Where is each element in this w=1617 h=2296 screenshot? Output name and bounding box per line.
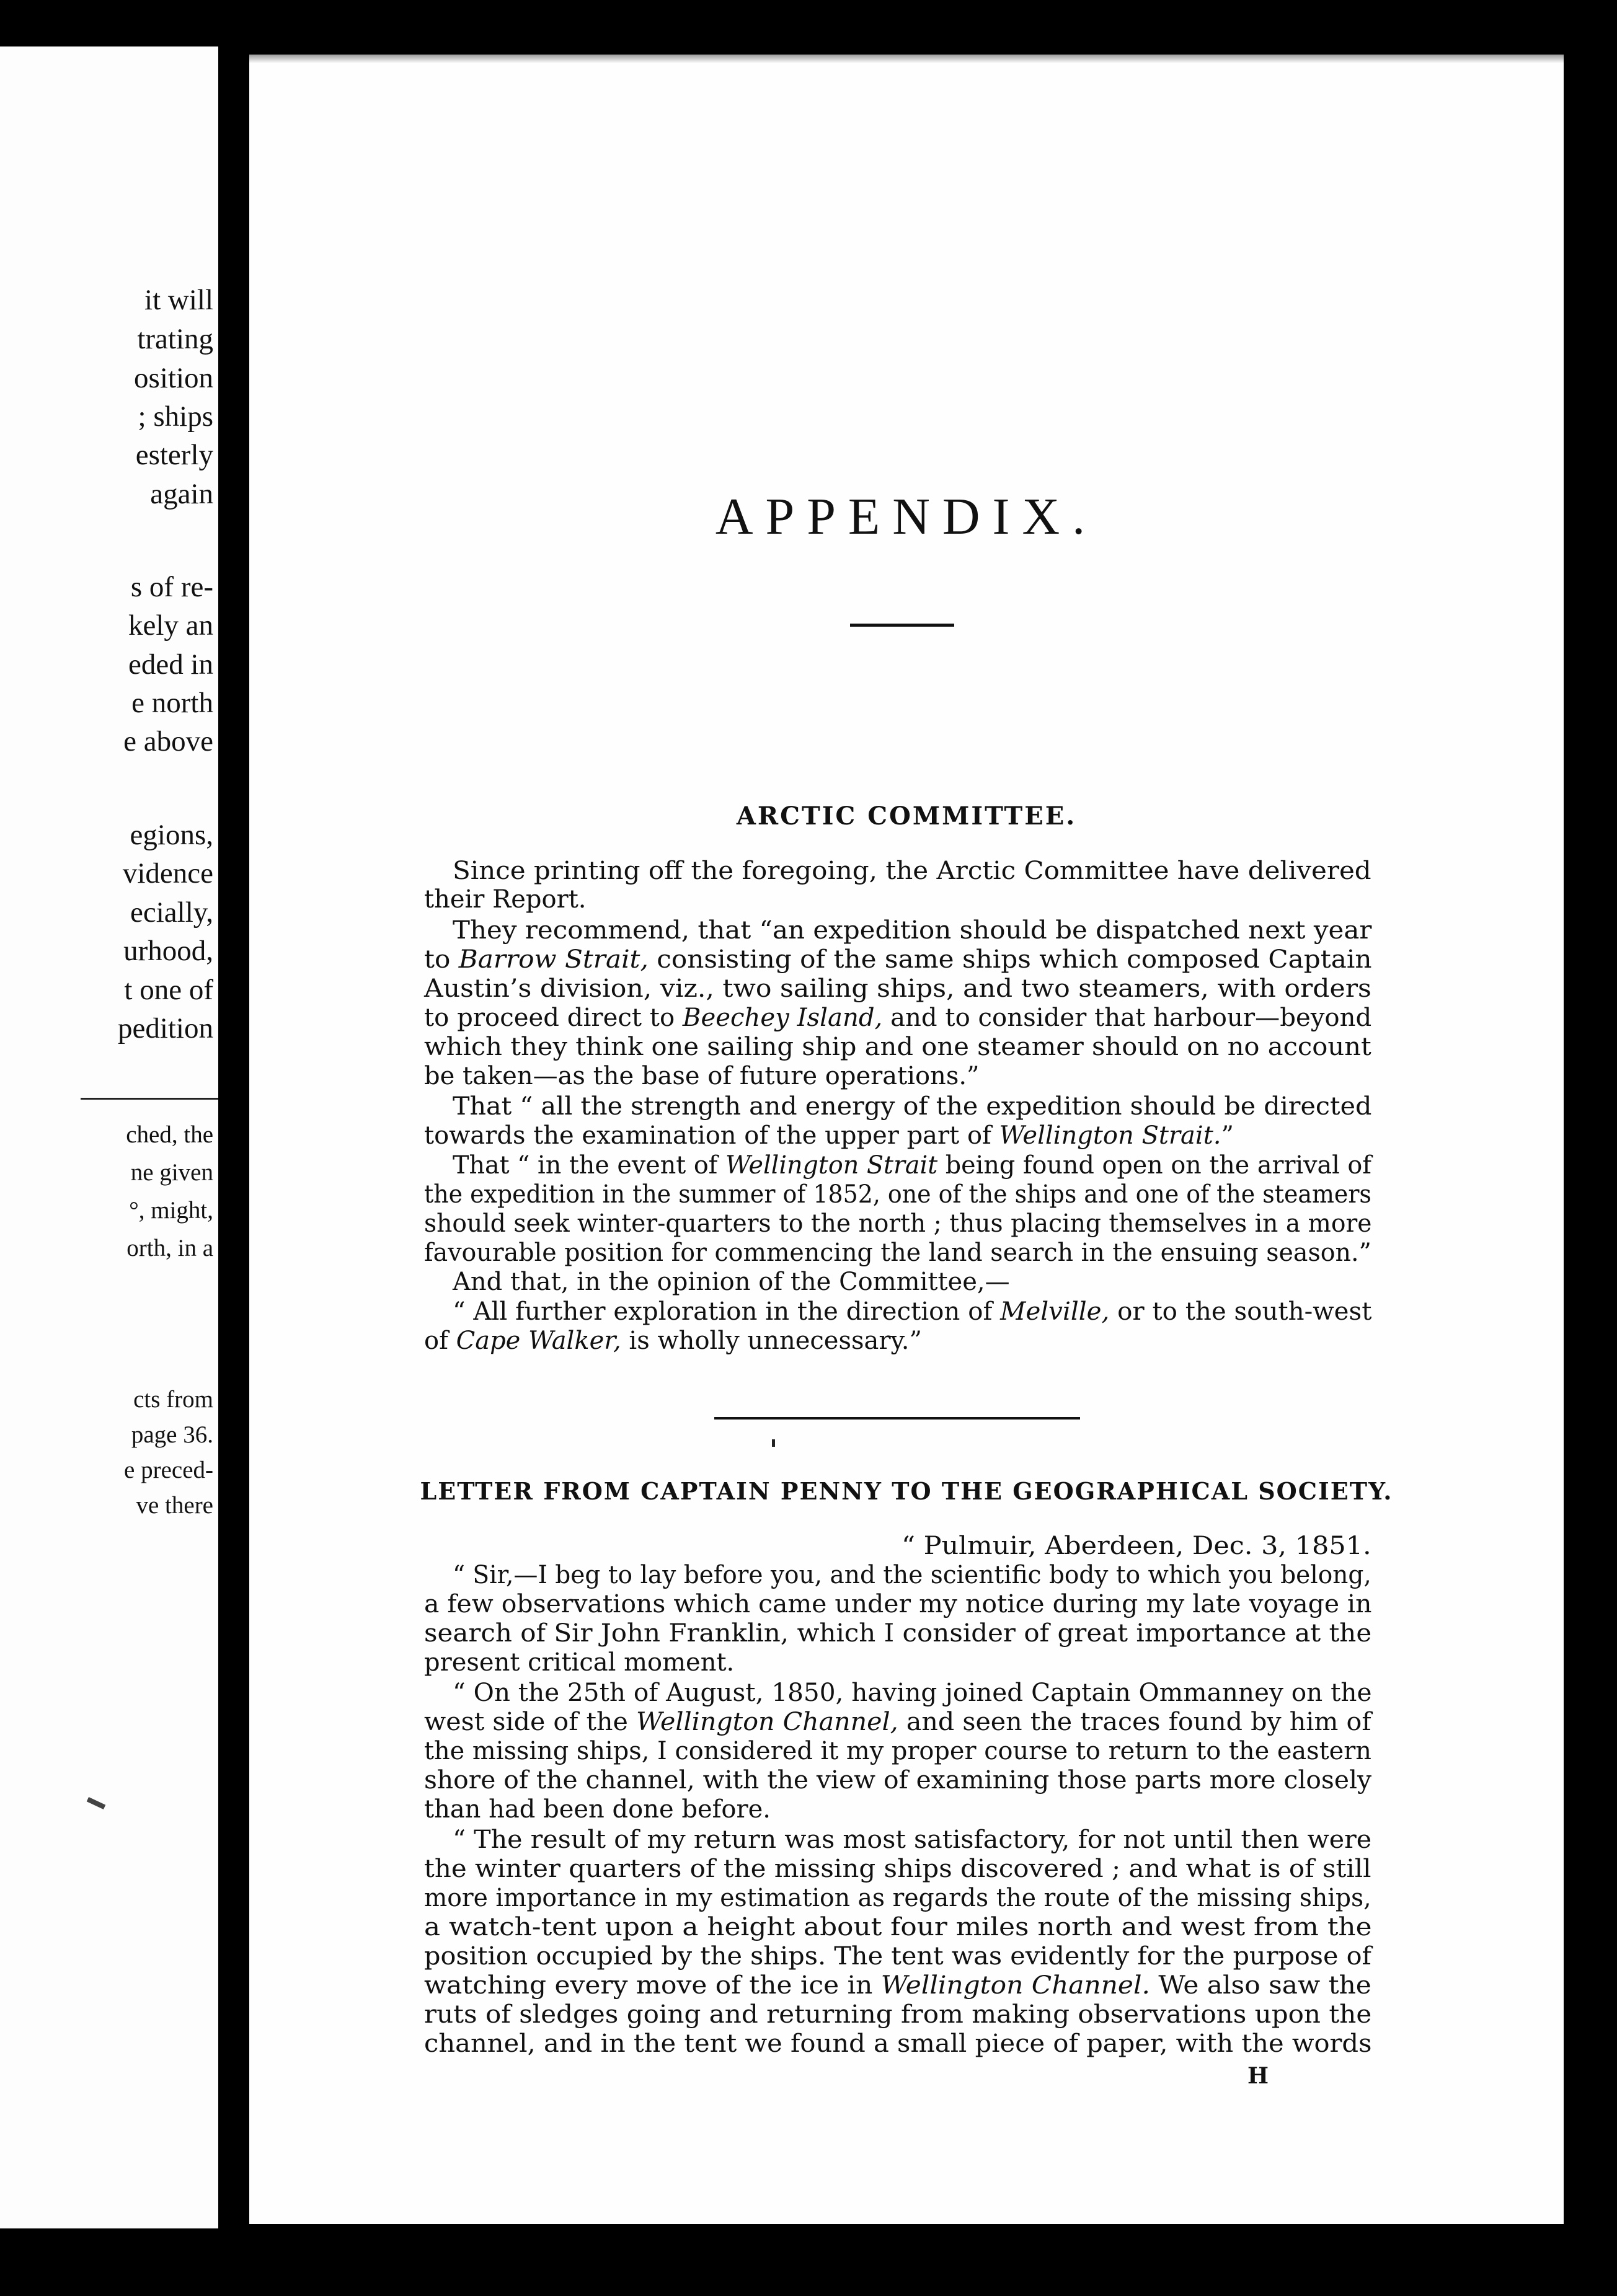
- text-run: consisting of the same ships which composed Captain: [648, 945, 1372, 974]
- text-run: to: [424, 945, 459, 974]
- text-run: to proceed direct to: [424, 1004, 683, 1032]
- page-title: APPENDIX.: [715, 488, 1098, 545]
- left-page-line: egions,: [130, 819, 213, 851]
- text-run: present critical moment.: [424, 1648, 735, 1677]
- page-top-edge: [249, 55, 1564, 63]
- text-line: [424, 1915, 1371, 1940]
- left-page-line: e north: [131, 687, 213, 719]
- italic-text: Wellington Strait.: [999, 1121, 1221, 1150]
- left-page-line: trating: [137, 323, 213, 355]
- arctic-committee-heading: ARCTIC COMMITTEE.: [736, 801, 1077, 831]
- left-page-line: ; ships: [138, 400, 213, 433]
- text-run: channel, and in the tent we found a small piece of paper, with the words: [424, 2029, 1372, 2058]
- left-page-line: page 36.: [131, 1421, 213, 1448]
- text-run: which they think one sailing ship and one steamer should on no account: [424, 1033, 1371, 1061]
- left-page-line: kely an: [128, 609, 213, 642]
- left-page-line: ched, the: [126, 1121, 213, 1148]
- text-line: [424, 1621, 1371, 1646]
- text-run: towards the examination of the upper part of: [424, 1121, 999, 1150]
- left-page-line: again: [150, 478, 213, 510]
- text-run: ”: [1221, 1121, 1234, 1150]
- italic-text: Barrow Strait,: [458, 945, 649, 974]
- left-page-line: ne given: [130, 1159, 213, 1186]
- left-page-rule: [81, 1098, 218, 1100]
- left-page-line: t one of: [124, 974, 213, 1006]
- text-line: [424, 2002, 1371, 2027]
- text-line: [453, 859, 1371, 883]
- text-line: [424, 947, 1371, 972]
- separator-mark: [772, 1439, 775, 1447]
- text-run: That “ in the event of: [453, 1151, 725, 1180]
- page-gutter: [218, 0, 249, 2296]
- italic-text: Melville,: [1000, 1297, 1110, 1326]
- text-run: should seek winter-quarters to the north ; thus placing themselves in a more: [424, 1209, 1372, 1238]
- text-line: [453, 1563, 1371, 1587]
- letter-heading: LETTER FROM CAPTAIN PENNY TO THE GEOGRAPHICAL SOCIETY.: [420, 1477, 1393, 1505]
- text-run: search of Sir John Franklin, which I consider of great importance at the: [424, 1619, 1372, 1648]
- left-page-line: ecially,: [130, 896, 213, 929]
- text-line: [424, 1123, 1234, 1148]
- text-line: [424, 1857, 1371, 1881]
- text-line: [424, 1328, 922, 1353]
- text-run: of: [424, 1327, 456, 1355]
- text-run: than had been done before.: [424, 1795, 771, 1824]
- text-line: [424, 1768, 1371, 1793]
- text-run: west side of the: [424, 1708, 637, 1736]
- text-run: We also saw the: [1150, 1971, 1371, 2000]
- left-page-line: s of re-: [130, 571, 213, 603]
- text-run: Austin’s division, viz., two sailing ships, and two steamers, with orders: [424, 974, 1371, 1003]
- text-line: [424, 1710, 1371, 1734]
- text-line: [424, 1035, 1371, 1059]
- text-run: the missing ships, I considered it my proper course to return to the eastern: [424, 1737, 1371, 1765]
- title-rule: [850, 624, 954, 627]
- text-line: [424, 1944, 1371, 1969]
- italic-text: Wellington Channel.: [880, 1971, 1150, 2000]
- text-run: “ Sir,—I beg to lay before you, and the scientific body to which you belong,: [453, 1561, 1371, 1589]
- text-run: And that, in the opinion of the Committee,—: [453, 1268, 1010, 1296]
- text-run: the winter quarters of the missing ships discovered ; and what is of still: [424, 1855, 1371, 1883]
- italic-text: Beechey Island,: [682, 1004, 883, 1032]
- text-run: is wholly unnecessary.”: [621, 1327, 922, 1355]
- text-line: [424, 1592, 1371, 1617]
- text-line: [453, 1269, 1010, 1294]
- text-line: [424, 1064, 980, 1088]
- left-page-line: e above: [123, 725, 213, 757]
- left-page-line: vidence: [122, 857, 213, 890]
- left-page-line: °, might,: [129, 1197, 213, 1224]
- text-run: “ Pulmuir, Aberdeen, Dec. 3, 1851.: [902, 1532, 1371, 1560]
- text-line: [453, 1153, 1371, 1178]
- text-line: [424, 1005, 1371, 1030]
- text-line: [424, 1182, 1371, 1207]
- left-page-line: eded in: [128, 648, 213, 681]
- appendix-page: [249, 55, 1564, 2224]
- text-line: [453, 1094, 1371, 1119]
- text-run: shore of the channel, with the view of examining those parts more closely: [424, 1766, 1372, 1795]
- text-run: That “ all the strength and energy of the expedition should be directed: [453, 1092, 1372, 1121]
- text-line: [424, 1650, 734, 1675]
- left-facing-page: [0, 46, 218, 2228]
- text-run: “ All further exploration in the direction of: [453, 1297, 1001, 1326]
- text-line: [424, 2031, 1371, 2056]
- text-run: or to the south-west: [1109, 1297, 1372, 1326]
- left-page-line: osition: [134, 362, 213, 394]
- text-run: their Report.: [424, 885, 587, 914]
- text-run: They recommend, that “an expedition should be dispatched next year: [453, 916, 1372, 945]
- left-page-mark: [87, 1797, 106, 1809]
- italic-text: Cape Walker,: [456, 1327, 621, 1355]
- text-line: [424, 1797, 771, 1822]
- text-line: [453, 1299, 1371, 1324]
- text-run: “ On the 25th of August, 1850, having joined Captain Ommanney on the: [453, 1679, 1372, 1707]
- left-page-line: cts from: [133, 1386, 213, 1413]
- left-page-line: pedition: [117, 1012, 213, 1044]
- text-run: ruts of sledges going and returning from making observations upon the: [424, 2000, 1372, 2029]
- text-line: [453, 1680, 1371, 1705]
- italic-text: Wellington Strait: [725, 1151, 938, 1180]
- text-run: Since printing off the foregoing, the Arctic Committee have delivered: [453, 857, 1371, 885]
- text-line: [424, 1886, 1371, 1910]
- text-run: and seen the traces found by him of: [898, 1708, 1371, 1736]
- text-run: being found open on the arrival of: [937, 1151, 1371, 1180]
- text-run: a watch-tent upon a height about four miles north and west from the: [424, 1913, 1372, 1941]
- left-page-line: e preced-: [124, 1457, 213, 1483]
- text-run: favourable position for commencing the land search in the ensuing season.”: [424, 1239, 1371, 1267]
- text-line: [424, 1739, 1371, 1764]
- text-line: [424, 887, 587, 912]
- text-line: [424, 1973, 1371, 1998]
- text-line: [453, 918, 1371, 943]
- text-line: [424, 1240, 1371, 1265]
- text-run: more importance in my estimation as regards the route of the missing ships,: [424, 1884, 1371, 1912]
- text-run: “ The result of my return was most satisfactory, for not until then were: [453, 1826, 1372, 1854]
- right-margin-strip: [1564, 0, 1617, 2296]
- text-run: be taken—as the base of future operations.”: [424, 1062, 980, 1090]
- signature-mark: H: [1247, 2063, 1269, 2089]
- left-page-line: ve there: [136, 1492, 213, 1519]
- left-page-line: orth, in a: [126, 1235, 213, 1261]
- italic-text: Wellington Channel,: [636, 1708, 898, 1736]
- text-line: [424, 976, 1371, 1001]
- section-separator: [714, 1417, 1080, 1420]
- text-run: the expedition in the summer of 1852, one of the ships and one of the steamers: [424, 1180, 1371, 1209]
- text-run: and to consider that harbour—beyond: [882, 1004, 1372, 1032]
- left-page-line: it will: [144, 284, 213, 316]
- text-run: watching every move of the ice in: [424, 1971, 881, 2000]
- left-page-line: urhood,: [123, 935, 213, 967]
- text-line: [902, 1534, 1371, 1558]
- text-run: a few observations which came under my notice during my late voyage in: [424, 1590, 1372, 1618]
- text-line: [453, 1827, 1371, 1852]
- text-line: [424, 1211, 1371, 1236]
- left-page-line: esterly: [135, 439, 213, 471]
- text-run: position occupied by the ships. The tent was evidently for the purpose of: [424, 1942, 1371, 1971]
